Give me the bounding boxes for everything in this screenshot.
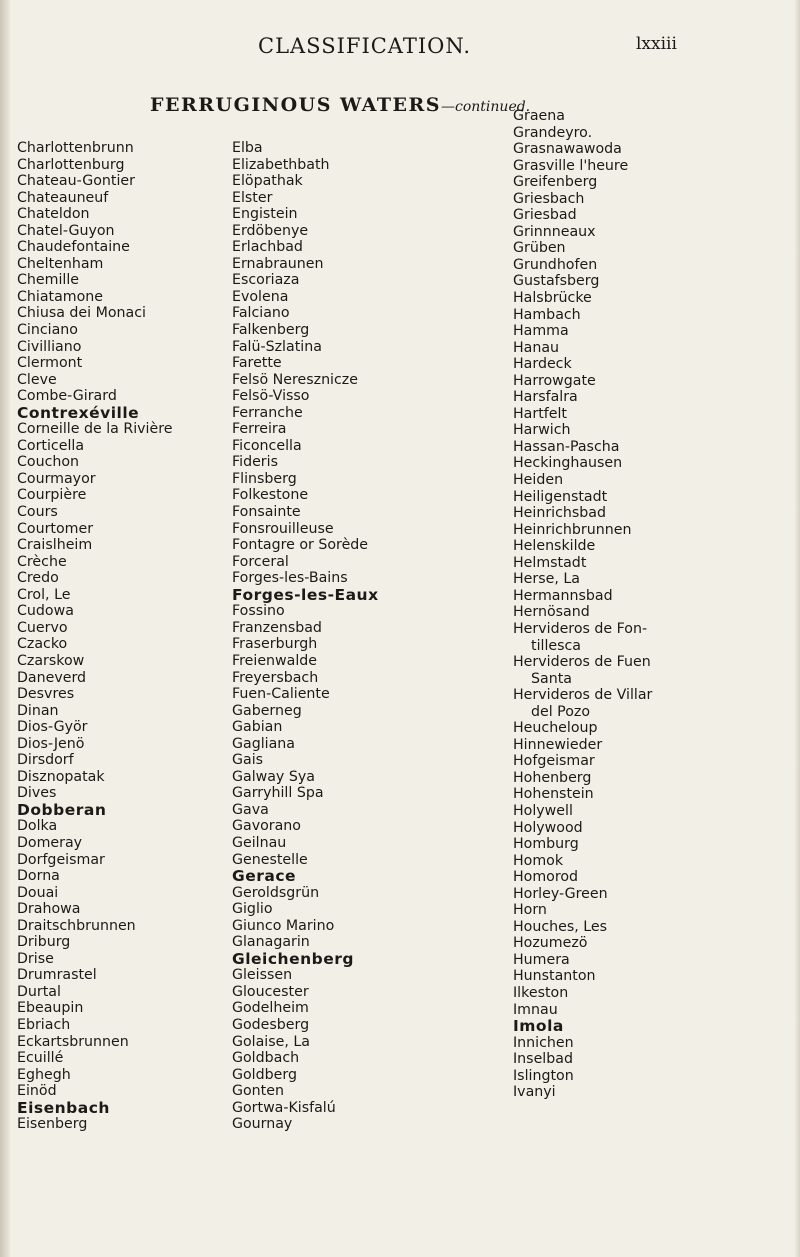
list-item: Hermannsbad [513, 587, 613, 604]
list-item: Goldbach [232, 1050, 300, 1067]
section-title-continued: —continued. [441, 99, 531, 115]
list-item: Drahowa [17, 901, 81, 918]
list-item: Gerace [232, 867, 297, 886]
list-item: Hofgeismar [513, 753, 595, 770]
list-item: Dinan [17, 702, 59, 719]
list-item: Inselbad [513, 1051, 573, 1068]
list-item: Gais [232, 752, 264, 769]
list-item: Gournay [232, 1116, 293, 1133]
list-item: Cours [17, 504, 58, 521]
list-item: Giunco Marino [232, 917, 335, 934]
list-item: Escoriaza [232, 272, 300, 289]
list-item: Erdöbenye [232, 222, 309, 239]
list-item: Hervideros de Fon- [513, 620, 648, 637]
list-item: Drise [17, 950, 54, 967]
list-item: Flinsberg [232, 470, 297, 487]
list-item: Craislheim [17, 537, 93, 554]
list-item: Evolena [232, 288, 289, 305]
list-item: Houches, Les [513, 918, 608, 935]
page-edge [794, 0, 800, 1257]
list-item: Harrowgate [513, 372, 596, 389]
list-item: Drumrastel [17, 967, 97, 984]
list-item: Greifenberg [513, 174, 598, 191]
list-item: Horn [513, 902, 547, 919]
list-item: Elba [232, 140, 263, 156]
list-item: Hernösand [513, 604, 590, 621]
list-item: Ivanyi [513, 1084, 556, 1101]
list-item: Eisenbach [17, 1098, 110, 1117]
list-item: Cleve [17, 371, 57, 388]
list-item: Hanau [513, 339, 560, 356]
list-item: Innichen [513, 1034, 574, 1051]
list-item: Felsö-Visso [232, 388, 310, 405]
list-item: Einöd [17, 1083, 57, 1100]
list-item: Gustafsberg [513, 273, 600, 290]
list-item: Dobberan [17, 800, 107, 819]
list-item: Contrexéville [17, 403, 140, 422]
list-item: del Pozo [531, 703, 591, 720]
list-item: Chateauneuf [17, 189, 109, 206]
list-item: Fossino [232, 603, 285, 620]
list-item: Harwich [513, 422, 571, 439]
list-item: Hambach [513, 306, 581, 323]
running-head [0, 34, 800, 66]
list-item: Griesbach [513, 190, 585, 207]
list-item: Hohenstein [513, 786, 594, 803]
list-item: Grandeyro. [513, 124, 593, 141]
list-item: Chateau-Gontier [17, 173, 135, 190]
list-item: Charlottenbrunn [17, 140, 134, 156]
list-item: Dios-Jenö [17, 735, 85, 752]
list-item: Gabian [232, 719, 283, 736]
list-item: Hassan-Pascha [513, 438, 620, 455]
list-item: Gonten [232, 1083, 284, 1100]
list-item: Folkestone [232, 487, 309, 504]
list-item: Fraserburgh [232, 636, 318, 653]
list-item: Disznopatak [17, 768, 105, 785]
list-item: Durtal [17, 983, 61, 1000]
list-item: Ebriach [17, 1016, 71, 1033]
list-item: Grasville l'heure [513, 157, 629, 174]
list-item: Harsfalra [513, 389, 578, 406]
list-item: Imola [513, 1017, 564, 1036]
list-item: Geilnau [232, 834, 287, 851]
list-item: Dirsdorf [17, 752, 74, 769]
list-item: Hunstanton [513, 968, 596, 985]
list-item: Draitschbrunnen [17, 917, 136, 934]
list-item: Hardeck [513, 356, 572, 373]
list-item: Gleichenberg [232, 949, 354, 968]
list-item: Imnau [513, 1001, 558, 1018]
list-item: Cuervo [17, 619, 68, 636]
list-item: Cudowa [17, 603, 74, 620]
list-item: Heucheloup [513, 720, 598, 737]
list-item: Godelheim [232, 1000, 309, 1017]
list-item: Chiusa dei Monaci [17, 305, 146, 322]
list-item: Godesberg [232, 1016, 310, 1033]
list-item: Fonsainte [232, 504, 301, 521]
running-head-title: CLASSIFICATION. [258, 34, 472, 58]
list-item: Engistein [232, 206, 298, 223]
list-item: Douai [17, 884, 59, 901]
list-item: Hamma [513, 323, 569, 340]
list-item: Grasnawawoda [513, 141, 622, 158]
list-item: Griesbad [513, 207, 577, 224]
list-item: Gloucester [232, 983, 309, 1000]
list-item: Forceral [232, 553, 289, 570]
list-item: Grinnneaux [513, 223, 596, 240]
list-item: Daneverd [17, 669, 87, 686]
list-item: Eckartsbrunnen [17, 1033, 129, 1050]
list-item: Hozumezö [513, 935, 588, 952]
list-item: Combe-Girard [17, 388, 117, 405]
list-item: Glanagarin [232, 934, 310, 951]
list-item: Eghegh [17, 1066, 71, 1083]
list-item: Elster [232, 189, 273, 206]
list-item: Civilliano [17, 338, 82, 355]
list-item: Erlachbad [232, 239, 303, 256]
list-item: Falkenberg [232, 322, 310, 339]
list-item: Graena [513, 108, 565, 124]
list-item: Heiligenstadt [513, 488, 608, 505]
list-item: Herse, La [513, 571, 580, 588]
list-item: Homburg [513, 836, 579, 853]
list-item: Eisenberg [17, 1116, 88, 1133]
list-item: Czarskow [17, 652, 85, 669]
list-item: Forges-les-Bains [232, 570, 348, 587]
list-item: Elizabethbath [232, 156, 330, 173]
list-item: Freyersbach [232, 669, 319, 686]
list-item: Ernabraunen [232, 255, 324, 272]
list-item: Ebeaupin [17, 1000, 84, 1017]
column-3 [513, 108, 773, 1101]
list-item: Fuen-Caliente [232, 686, 330, 703]
list-item: Gleissen [232, 967, 293, 984]
list-item: Gagliana [232, 735, 295, 752]
list-item: Humera [513, 951, 570, 968]
list-item: Gaberneg [232, 702, 302, 719]
list-item: Cheltenham [17, 255, 104, 272]
list-item: Islington [513, 1067, 574, 1084]
list-item: Hervideros de Fuen [513, 654, 651, 671]
list-item: Heiden [513, 472, 564, 489]
list-item: Holywell [513, 802, 573, 819]
list-item: Chatel-Guyon [17, 222, 115, 239]
list-item: Helmstadt [513, 554, 587, 571]
list-item: Driburg [17, 934, 71, 951]
list-item: Ficoncella [232, 437, 302, 454]
list-item: Ilkeston [513, 984, 569, 1001]
list-item: Chiatamone [17, 288, 104, 305]
list-item: Chaudefontaine [17, 239, 130, 256]
list-item: Heinrichsbad [513, 505, 606, 522]
list-item: Crèche [17, 553, 67, 570]
list-item: tillesca [531, 637, 582, 654]
list-item: Charlottenburg [17, 156, 125, 173]
list-item: Corticella [17, 437, 85, 454]
list-item: Forges-les-Eaux [232, 585, 379, 604]
list-item: Helenskilde [513, 538, 596, 555]
list-item: Gavorano [232, 818, 301, 835]
list-item: Heinrichbrunnen [513, 521, 632, 538]
column-2 [232, 140, 488, 1133]
list-item: Homok [513, 852, 564, 869]
list-item: Galway Sya [232, 768, 315, 785]
list-item: Freienwalde [232, 652, 318, 669]
list-item: Grüben [513, 240, 566, 257]
list-item: Dolka [17, 818, 58, 835]
list-item: Holywood [513, 819, 583, 836]
list-item: Clermont [17, 355, 83, 372]
list-item: Farette [232, 355, 282, 372]
list-item: Chemille [17, 272, 80, 289]
list-item: Ferreira [232, 421, 287, 438]
section-title-main: FERRUGINOUS WATERS [150, 94, 442, 116]
list-item: Fideris [232, 454, 278, 471]
list-item: Chateldon [17, 206, 90, 223]
list-item: Courpière [17, 487, 87, 504]
column-1 [17, 140, 225, 1133]
list-item: Hartfelt [513, 405, 567, 422]
list-item: Dorfgeismar [17, 851, 105, 868]
list-item: Gava [232, 801, 269, 818]
list-item: Credo [17, 570, 59, 587]
list-item: Franzensbad [232, 619, 322, 636]
list-item: Geroldsgrün [232, 884, 320, 901]
list-item: Horley-Green [513, 885, 608, 902]
list-item: Courtomer [17, 520, 94, 537]
list-item: Garryhill Spa [232, 785, 324, 802]
list-item: Ecuillé [17, 1050, 64, 1067]
list-item: Fontagre or Sorède [232, 537, 369, 554]
list-item: Domeray [17, 834, 83, 851]
list-item: Golaise, La [232, 1033, 310, 1050]
list-item: Giglio [232, 901, 273, 918]
list-item: Czacko [17, 636, 68, 653]
list-item: Courmayor [17, 470, 96, 487]
list-item: Corneille de la Rivière [17, 421, 173, 438]
list-item: Dios-Györ [17, 719, 88, 736]
list-item: Hervideros de Villar [513, 687, 653, 704]
list-item: Falciano [232, 305, 290, 322]
list-item: Goldberg [232, 1066, 297, 1083]
list-item: Desvres [17, 686, 75, 703]
list-item: Felsö Nereszniczе [232, 371, 358, 388]
list-item: Grundhofen [513, 256, 598, 273]
list-item: Homorod [513, 869, 579, 886]
list-item: Fonsrouilleuse [232, 520, 334, 537]
page-number: lxxiii [636, 34, 677, 54]
list-item: Genestelle [232, 851, 308, 868]
list-item: Elöpathak [232, 173, 303, 190]
list-item: Crol, Le [17, 586, 71, 603]
book-spine-edge [0, 0, 10, 1257]
list-item: Dives [17, 785, 57, 802]
list-item: Couchon [17, 454, 80, 471]
list-item: Dorna [17, 868, 60, 885]
list-item: Halsbrücke [513, 290, 592, 307]
list-item: Falü-Szlatina [232, 338, 322, 355]
list-item: Heckinghausen [513, 455, 623, 472]
list-item: Cinciano [17, 322, 78, 339]
list-item: Ferranche [232, 404, 303, 421]
list-item: Gortwa-Kisfalú [232, 1099, 336, 1116]
list-item: Hohenberg [513, 769, 592, 786]
list-item: Hinnewieder [513, 736, 603, 753]
list-item: Santa [531, 670, 572, 687]
